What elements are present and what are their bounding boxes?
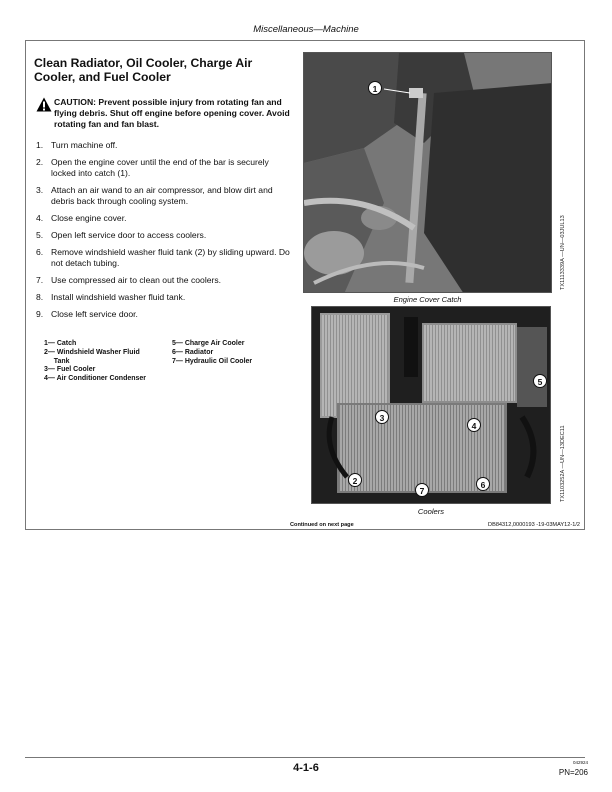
legend-item: 1— Catch (44, 340, 77, 347)
list-item: 2. Open the engine cover until the end of the bar is securely locked into catch (1). (36, 157, 269, 178)
pn-number: PN=206 (558, 768, 588, 777)
list-item: 8. Install windshield washer fluid tank. (36, 292, 186, 302)
legend-item: 7— Hydraulic Oil Cooler (172, 357, 253, 365)
caution-text: CAUTION: Prevent possible injury from rotating fan and flying debris. Shut off engine before opening cover. Avoid rotating fan and fan blast. (54, 97, 290, 129)
warning-triangle-icon (36, 97, 52, 112)
legend-left (44, 340, 146, 384)
callout-5: 5 (533, 374, 547, 388)
list-item: 7. Use compressed air to clean out the coolers. (36, 275, 222, 285)
callout-2: 2 (348, 473, 362, 487)
section-title: Clean Radiator, Oil Cooler, Charge Air Cooler, and Fuel Cooler (34, 56, 253, 84)
footer-small-code: 042924 (572, 760, 588, 765)
legend-item: 2— Windshield Washer Fluid (44, 348, 140, 356)
callout-1: 1 (368, 81, 382, 95)
list-item: 3. Attach an air wand to an air compressor, and blow dirt and debris back through cooling system. (36, 185, 273, 206)
caution-block (36, 97, 292, 130)
coolers-caption: Coolers (417, 507, 445, 516)
legend-item: 4— Air Conditioner Condenser (44, 375, 147, 383)
figure-code-bottom: TX1103252A —UN—13DEC11 (560, 425, 566, 502)
coolers-illustration (312, 307, 551, 504)
list-item: 9. Close left service door. (36, 309, 138, 319)
engine-cover-catch-photo (303, 52, 552, 293)
callout-3: 3 (375, 410, 389, 424)
list-item: 6. Remove windshield washer fluid tank (2) by sliding upward. Do not detach tubing. (36, 247, 290, 268)
steps-list (36, 140, 292, 326)
callout-7: 7 (415, 483, 429, 497)
figure-code-top: TX1113339A —UN—03JUL13 (560, 215, 566, 290)
footer-divider (25, 757, 585, 758)
doc-id: DB84312,0000193 -19-03MAY12-1/2 (488, 522, 580, 528)
list-item: 5. Open left service door to access coolers. (36, 230, 207, 240)
list-item: 1. Turn machine off. (36, 140, 118, 150)
legend-item: Tank (44, 357, 70, 365)
page-number: 4-1-6 (293, 762, 319, 774)
legend-item: 3— Fuel Cooler (44, 366, 96, 374)
running-header: Miscellaneous—Machine (253, 24, 359, 35)
legend-item: 5— Charge Air Cooler (172, 340, 245, 347)
callout-6: 6 (476, 477, 490, 491)
callout-4: 4 (467, 418, 481, 432)
engine-cover-caption: Engine Cover Catch (393, 295, 462, 304)
engine-cover-illustration (304, 53, 552, 293)
continued-note: Continued on next page (290, 522, 354, 528)
legend-item: 6— Radiator (172, 348, 214, 356)
legend-right (172, 340, 252, 366)
coolers-photo (311, 306, 551, 504)
list-item: 4. Close engine cover. (36, 213, 127, 223)
